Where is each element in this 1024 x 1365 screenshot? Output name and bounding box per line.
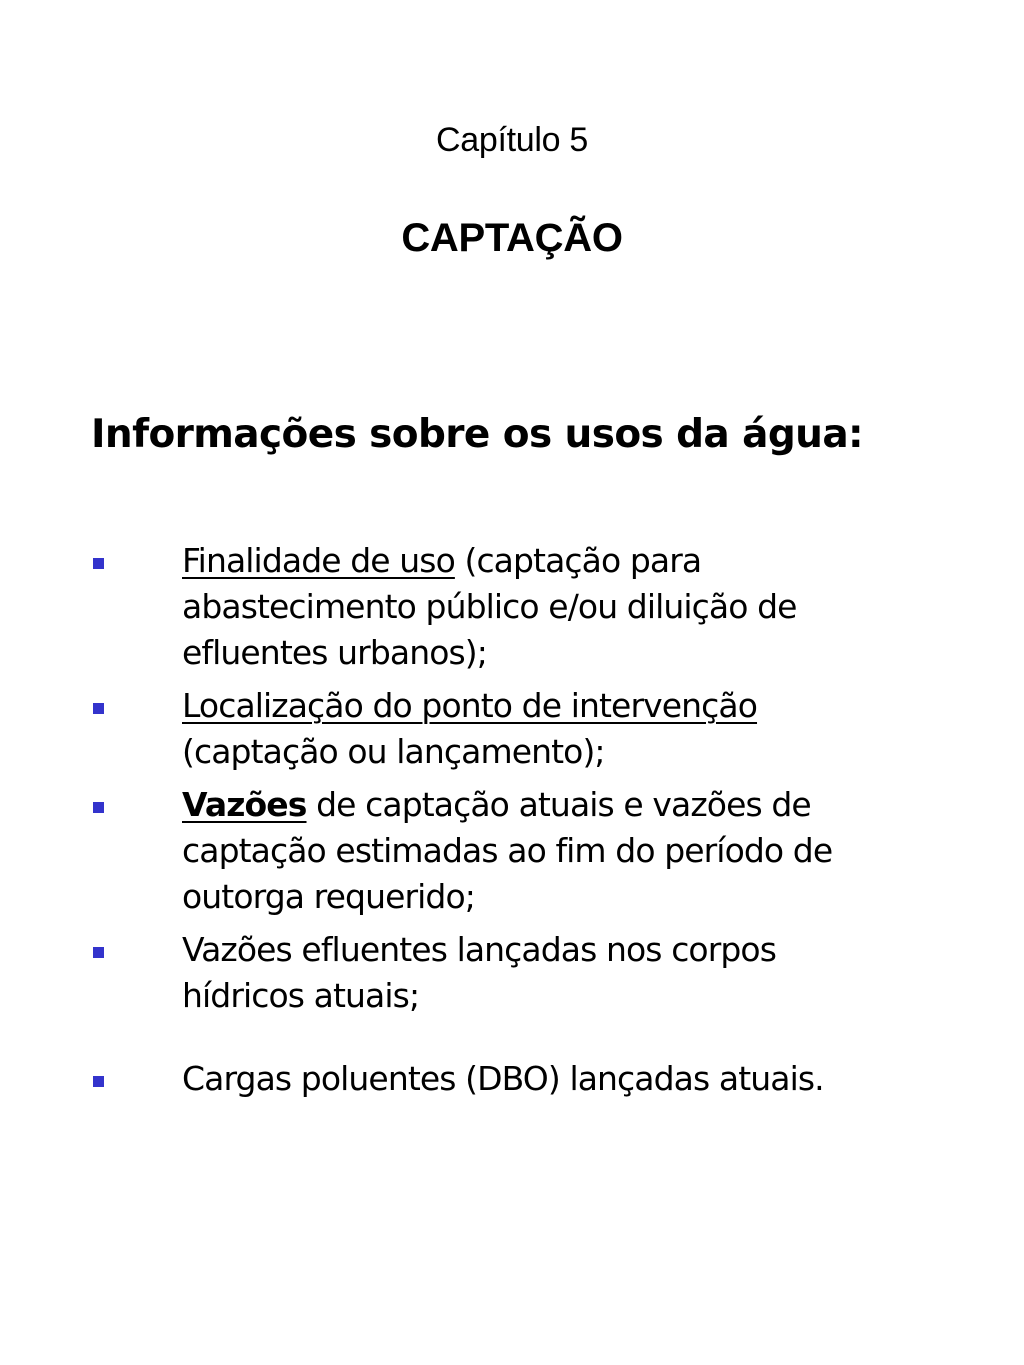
list-item-rest: de captação atuais e vazões de captação estimadas ao fim do período de outorga requerido;	[182, 785, 833, 916]
list-item-rest: (captação ou lançamento);	[182, 732, 605, 771]
section-heading: Informações sobre os usos da água:	[91, 412, 864, 457]
list-item-text	[182, 538, 902, 676]
square-bullet-icon	[93, 947, 104, 958]
square-bullet-icon	[93, 1076, 104, 1087]
list-item-lead: Vazões	[182, 785, 307, 824]
list-item-lead: Localização do ponto de intervenção	[182, 686, 758, 725]
square-bullet-icon	[93, 802, 104, 813]
chapter-label: Capítulo 5	[436, 121, 588, 159]
square-bullet-icon	[93, 558, 104, 569]
list-item-text: Cargas poluentes (DBO) lançadas atuais.	[182, 1059, 824, 1098]
page-title: CAPTAÇÃO	[401, 216, 623, 260]
square-bullet-icon	[93, 703, 104, 714]
list-item-text	[182, 782, 902, 920]
list-item-text: Vazões efluentes lançadas nos corpos hídricos atuais;	[182, 930, 777, 1015]
list-item-text	[182, 683, 902, 775]
list-item-rest: (captação para abastecimento público e/ou diluição de efluentes urbanos);	[182, 541, 797, 672]
list-item-lead: Finalidade de uso	[182, 541, 455, 580]
